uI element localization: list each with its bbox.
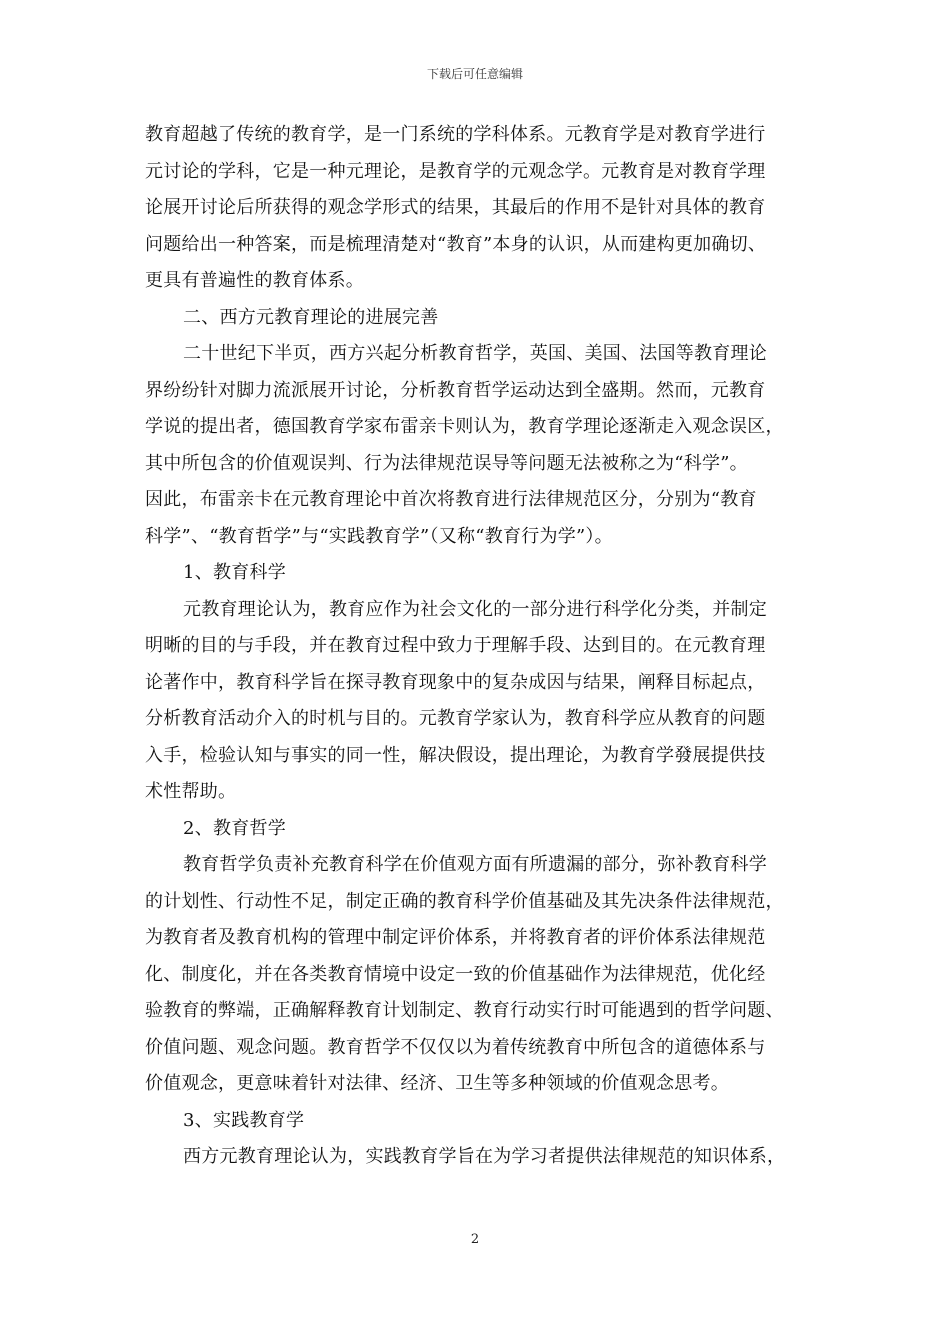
text-line: 教育超越了传统的教育学，是一门系统的学科体系。元教育学是对教育学进行	[145, 124, 766, 145]
text-line: 学说的提出者，德国教育学家布雷亲卡则认为，教育学理论逐渐走入观念误区，	[145, 416, 784, 437]
text-line: 入手，检验认知与事实的同一性，解决假设，提出理论，为教育学發展提供技	[145, 744, 766, 766]
subsection-heading: 1、教育科学	[183, 562, 286, 583]
text-line: 界纷纷针对脚力流派展开讨论，分析教育哲学运动达到全盛期。然而，元教育	[145, 379, 766, 401]
text-line: 其中所包含的价值观误判、行为法律规范误导等问题无法被称之为“科学”。	[145, 452, 748, 474]
subsection-heading: 3、实践教育学	[183, 1109, 305, 1131]
document-body	[145, 117, 820, 1176]
page-header: 下载后可任意编辑	[426, 67, 523, 81]
text-line: 分析教育活动介入的时机与目的。元教育学家认为，教育科学应从教育的问题	[145, 708, 766, 729]
text-line: 论展开讨论后所获得的观念学形式的结果，其最后的作用不是针对具体的教育	[145, 197, 766, 218]
text-line: 更具有普遍性的教育体系。	[145, 270, 364, 291]
text-line: 论著作中，教育科学旨在探寻教育现象中的复杂成因与结果，阐释目标起点，	[145, 671, 766, 693]
paragraph-first-line: 元教育理论认为，教育应作为社会文化的一部分进行科学化分类，并制定	[183, 598, 767, 620]
paragraph-first-line: 西方元教育理论认为，实践教育学旨在为学习者提供法律规范的知识体系，	[183, 1146, 786, 1167]
text-line: 价值问题、观念问题。教育哲学不仅仅以为着传统教育中所包含的道德体系与	[145, 1036, 766, 1058]
page-number: 2	[470, 1232, 480, 1247]
text-line: 问题给出一种答案，而是梳理清楚对“教育”本身的认识，从而建构更加确切、	[145, 233, 767, 255]
subsection-heading: 2、教育哲学	[183, 817, 286, 839]
text-line: 术性帮助。	[145, 781, 237, 802]
paragraph-first-line: 教育哲学负责补充教育科学在价值观方面有所遗漏的部分，弥补教育科学	[183, 854, 767, 875]
section-heading: 二、西方元教育理论的进展完善	[183, 306, 439, 328]
text-line: 化、制度化，并在各类教育情境中设定一致的价值基础作为法律规范，优化经	[145, 963, 766, 985]
text-line: 元讨论的学科，它是一种元理论，是教育学的元观念学。元教育是对教育学理	[145, 160, 766, 182]
text-line: 价值观念，更意味着针对法律、经济、卫生等多种领域的价值观念思考。	[145, 1073, 729, 1094]
text-line: 验教育的弊端，正确解释教育计划制定、教育行动实行时可能遇到的哲学问题、	[145, 1000, 784, 1021]
paragraph-first-line: 二十世纪下半页，西方兴起分析教育哲学，英国、美国、法国等教育理论	[183, 343, 767, 364]
text-line: 因此，布雷亲卡在元教育理论中首次将教育进行法律规范区分，分别为“教育	[145, 489, 757, 510]
text-line: 科学”、“教育哲学”与“实践教育学”（又称“教育行为学”）。	[145, 525, 613, 547]
text-line: 为教育者及教育机构的管理中制定评价体系，并将教育者的评价体系法律规范	[145, 927, 766, 948]
text-line: 的计划性、行动性不足，制定正确的教育科学价值基础及其先决条件法律规范，	[145, 890, 784, 912]
text-line: 明晰的目的与手段，并在教育过程中致力于理解手段、达到目的。在元教育理	[145, 635, 766, 656]
